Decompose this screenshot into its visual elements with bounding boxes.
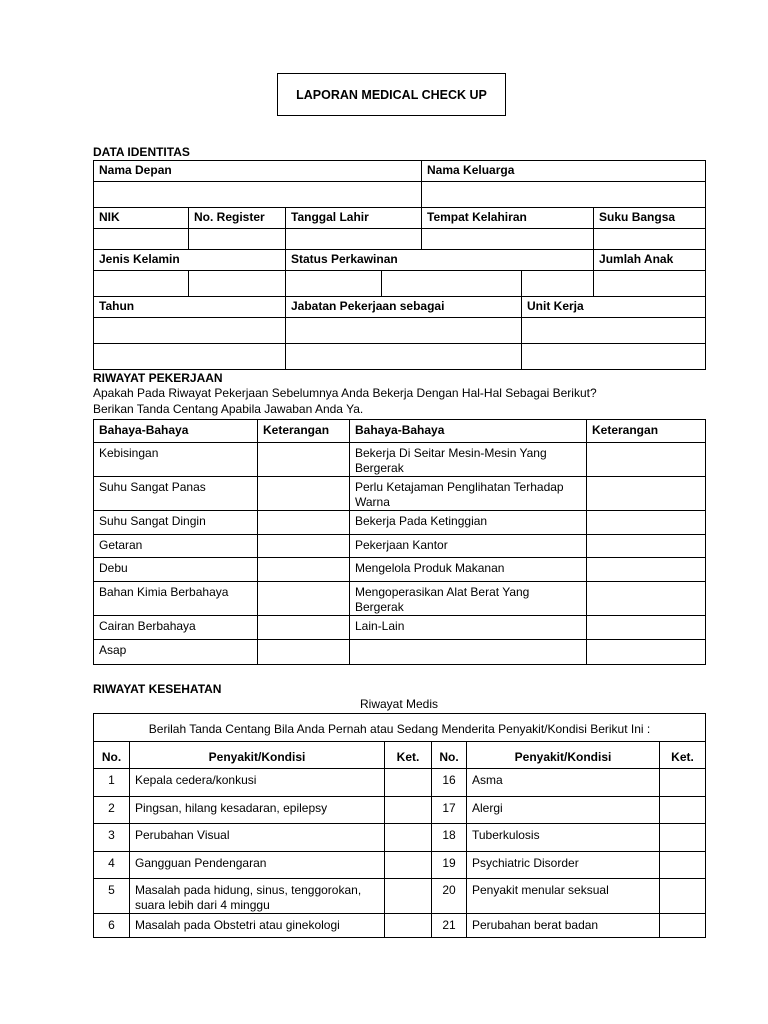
row-number: 2 — [94, 797, 130, 824]
condition-check[interactable] — [385, 769, 432, 797]
condition-check[interactable] — [660, 797, 706, 824]
row-number: 17 — [432, 797, 467, 824]
hazard-check[interactable] — [587, 640, 706, 665]
condition-check[interactable] — [385, 914, 432, 938]
condition-item: Asma — [467, 769, 660, 797]
document-title: LAPORAN MEDICAL CHECK UP — [277, 73, 506, 116]
field-status-3[interactable] — [522, 271, 594, 297]
field-jabatan-1[interactable] — [286, 318, 522, 344]
label-tahun: Tahun — [94, 297, 286, 318]
condition-check[interactable] — [385, 797, 432, 824]
col-no: No. — [432, 742, 467, 769]
hazard-item: Kebisingan — [94, 443, 258, 477]
label-no-register: No. Register — [189, 208, 286, 229]
hazard-item: Suhu Sangat Dingin — [94, 511, 258, 535]
field-jabatan-2[interactable] — [286, 344, 522, 370]
label-jabatan: Jabatan Pekerjaan sebagai — [286, 297, 522, 318]
row-number: 21 — [432, 914, 467, 938]
field-nik[interactable] — [94, 229, 189, 250]
condition-item: Psychiatric Disorder — [467, 852, 660, 879]
hazard-check[interactable] — [258, 443, 350, 477]
hazard-item: Mengelola Produk Makanan — [350, 558, 587, 582]
col-ket: Ket. — [385, 742, 432, 769]
field-jumlah-anak[interactable] — [594, 271, 706, 297]
medical-history-table — [93, 713, 706, 938]
condition-check[interactable] — [660, 852, 706, 879]
field-tahun-2[interactable] — [94, 344, 286, 370]
field-tahun-1[interactable] — [94, 318, 286, 344]
hazard-item: Bekerja Di Seitar Mesin-Mesin Yang Bergerak — [350, 443, 587, 477]
label-nama-keluarga: Nama Keluarga — [422, 161, 706, 182]
hazard-check[interactable] — [258, 616, 350, 640]
hazard-check[interactable] — [258, 640, 350, 665]
col-hazard-right: Bahaya-Bahaya — [350, 420, 587, 443]
hazard-item: Debu — [94, 558, 258, 582]
hazard-item: Pekerjaan Kantor — [350, 535, 587, 558]
field-status-1[interactable] — [286, 271, 382, 297]
label-nik: NIK — [94, 208, 189, 229]
condition-check[interactable] — [660, 769, 706, 797]
hazard-check[interactable] — [258, 558, 350, 582]
hazard-check[interactable] — [587, 511, 706, 535]
condition-item: Masalah pada hidung, sinus, tenggorokan, suara lebih dari 4 minggu — [130, 879, 385, 914]
row-number: 3 — [94, 824, 130, 852]
label-nama-depan: Nama Depan — [94, 161, 422, 182]
field-nama-keluarga[interactable] — [422, 182, 706, 208]
field-suku-bangsa[interactable] — [594, 229, 706, 250]
work-instruction: Berikan Tanda Centang Apabila Jawaban Anda Ya. — [93, 402, 364, 416]
condition-item: Gangguan Pendengaran — [130, 852, 385, 879]
hazard-item: Asap — [94, 640, 258, 665]
label-suku-bangsa: Suku Bangsa — [594, 208, 706, 229]
hazard-check[interactable] — [587, 616, 706, 640]
work-question: Apakah Pada Riwayat Pekerjaan Sebelumnya Anda Bekerja Dengan Hal-Hal Sebagai Berikut? — [93, 386, 597, 400]
row-number: 16 — [432, 769, 467, 797]
col-note-right: Keterangan — [587, 420, 706, 443]
identity-table — [93, 160, 706, 370]
hazard-item: Bahan Kimia Berbahaya — [94, 582, 258, 616]
hazard-item: Lain-Lain — [350, 616, 587, 640]
hazard-check[interactable] — [587, 477, 706, 511]
field-tempat-kelahiran[interactable] — [422, 229, 594, 250]
label-status-perkawinan: Status Perkawinan — [286, 250, 594, 271]
hazard-check[interactable] — [587, 558, 706, 582]
row-number: 4 — [94, 852, 130, 879]
row-number: 1 — [94, 769, 130, 797]
hazard-check[interactable] — [587, 535, 706, 558]
col-hazard-left: Bahaya-Bahaya — [94, 420, 258, 443]
label-jumlah-anak: Jumlah Anak — [594, 250, 706, 271]
hazard-check[interactable] — [587, 582, 706, 616]
condition-item: Kepala cedera/konkusi — [130, 769, 385, 797]
health-subheading: Riwayat Medis — [359, 697, 439, 711]
hazard-check[interactable] — [587, 443, 706, 477]
col-condition: Penyakit/Kondisi — [467, 742, 660, 769]
col-ket: Ket. — [660, 742, 706, 769]
condition-item: Perubahan Visual — [130, 824, 385, 852]
work-hazard-table — [93, 419, 706, 665]
hazard-item: Perlu Ketajaman Penglihatan Terhadap Warna — [350, 477, 587, 511]
field-no-register[interactable] — [189, 229, 286, 250]
row-number: 20 — [432, 879, 467, 914]
condition-item: Masalah pada Obstetri atau ginekologi — [130, 914, 385, 938]
field-jenis-kelamin-2[interactable] — [189, 271, 286, 297]
row-number: 6 — [94, 914, 130, 938]
label-tanggal-lahir: Tanggal Lahir — [286, 208, 422, 229]
condition-item: Perubahan berat badan — [467, 914, 660, 938]
field-tanggal-lahir[interactable] — [286, 229, 422, 250]
condition-check[interactable] — [385, 824, 432, 852]
label-jenis-kelamin: Jenis Kelamin — [94, 250, 286, 271]
condition-check[interactable] — [385, 879, 432, 914]
col-no: No. — [94, 742, 130, 769]
hazard-check[interactable] — [258, 477, 350, 511]
col-condition: Penyakit/Kondisi — [130, 742, 385, 769]
row-number: 5 — [94, 879, 130, 914]
hazard-check[interactable] — [258, 511, 350, 535]
hazard-item: Cairan Berbahaya — [94, 616, 258, 640]
hazard-check[interactable] — [258, 582, 350, 616]
hazard-check[interactable] — [258, 535, 350, 558]
row-number: 19 — [432, 852, 467, 879]
condition-item: Penyakit menular seksual — [467, 879, 660, 914]
field-status-2[interactable] — [382, 271, 522, 297]
medical-instruction: Berilah Tanda Centang Bila Anda Pernah atau Sedang Menderita Penyakit/Kondisi Berikut Ini : — [94, 714, 706, 742]
field-unit-kerja-2[interactable] — [522, 344, 706, 370]
hazard-item: Suhu Sangat Panas — [94, 477, 258, 511]
label-unit-kerja: Unit Kerja — [522, 297, 706, 318]
hazard-item: Getaran — [94, 535, 258, 558]
condition-item: Alergi — [467, 797, 660, 824]
condition-item: Pingsan, hilang kesadaran, epilepsy — [130, 797, 385, 824]
row-number: 18 — [432, 824, 467, 852]
hazard-item — [350, 640, 587, 665]
hazard-item: Mengoperasikan Alat Berat Yang Bergerak — [350, 582, 587, 616]
condition-check[interactable] — [385, 852, 432, 879]
identity-heading: DATA IDENTITAS — [93, 145, 190, 159]
condition-item: Tuberkulosis — [467, 824, 660, 852]
label-tempat-kelahiran: Tempat Kelahiran — [422, 208, 594, 229]
field-nama-depan[interactable] — [94, 182, 422, 208]
condition-check[interactable] — [660, 824, 706, 852]
hazard-item: Bekerja Pada Ketinggian — [350, 511, 587, 535]
field-unit-kerja-1[interactable] — [522, 318, 706, 344]
col-note-left: Keterangan — [258, 420, 350, 443]
condition-check[interactable] — [660, 914, 706, 938]
work-heading: RIWAYAT PEKERJAAN — [93, 371, 223, 385]
field-jenis-kelamin-1[interactable] — [94, 271, 189, 297]
health-heading: RIWAYAT KESEHATAN — [93, 682, 222, 696]
condition-check[interactable] — [660, 879, 706, 914]
